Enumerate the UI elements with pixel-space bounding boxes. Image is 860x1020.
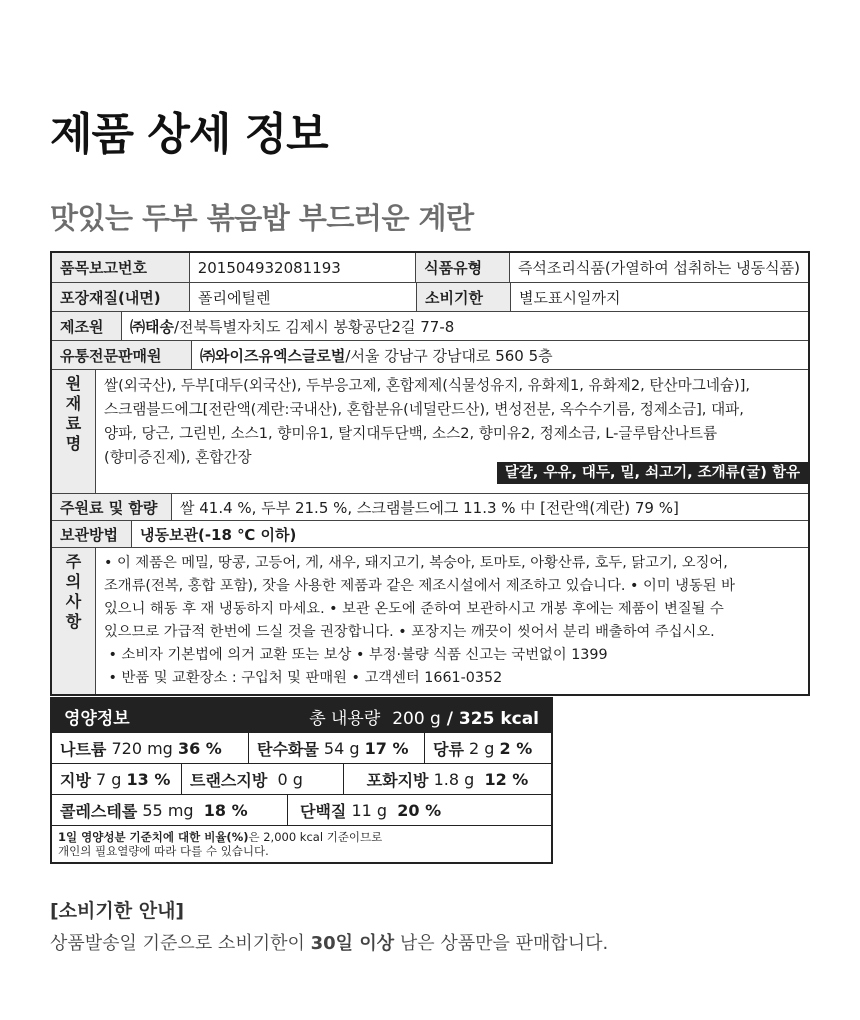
food-type-label: 식품유형 — [416, 253, 510, 282]
maker-label: 제조원 — [52, 312, 122, 340]
note-line2: 개인의 필요열량에 따라 다를 수 있습니다. — [58, 844, 269, 858]
caution-value — [96, 548, 808, 694]
sugar-amount: 2 g — [469, 738, 495, 758]
ingredients-label-char: 재 — [65, 394, 82, 413]
notice-text-before: 상품발송일 기준으로 소비기한이 — [50, 933, 311, 954]
nutrition-header — [52, 699, 551, 733]
sugar-label: 당류 — [433, 739, 464, 759]
protein-cell — [288, 795, 551, 825]
caution-label-char: 의 — [65, 572, 82, 591]
cholesterol-amount: 55 mg — [142, 800, 194, 820]
seller-address: /서울 강남구 강남대로 560 5층 — [345, 346, 553, 365]
maker-name: ㈜태송 — [130, 317, 174, 336]
caution-label — [52, 548, 96, 694]
food-type-value: 즉석조리식품(가열하여 섭취하는 냉동식품) — [517, 259, 800, 277]
caution-line: • 반품 및 교환장소 : 구입처 및 판매원 • 고객센터 1661-0352 — [104, 670, 503, 686]
fat-pct: 13 % — [126, 769, 171, 789]
ingredients-label-char: 원 — [65, 374, 82, 393]
fat-label: 지방 — [60, 770, 91, 790]
caution-line: 있으니 해동 후 재 냉동하지 마세요. • 보관 온도에 준하여 보관하시고 개봉 후에는 제품이 변질될 수 — [104, 601, 724, 617]
info-row-report — [52, 253, 808, 283]
sugar-cell — [425, 733, 551, 763]
trans-fat-amount: 0 g — [277, 769, 303, 789]
sodium-pct: 36 % — [177, 738, 222, 758]
allergen-badge: 달걀, 우유, 대두, 밀, 쇠고기, 조개류(굴) 함유 — [497, 462, 808, 484]
trans-fat-cell — [182, 764, 344, 794]
sugar-pct: 2 % — [499, 738, 533, 758]
expiry-value: 별도표시일까지 — [519, 288, 621, 307]
caution-label-char: 항 — [65, 612, 82, 631]
info-row-main-ingredients — [52, 494, 808, 521]
nutrition-total — [309, 704, 539, 729]
report-no-label: 품목보고번호 — [52, 253, 190, 282]
notice-text-after: 남은 상품만을 판매합니다. — [394, 933, 609, 954]
carb-label: 탄수화물 — [257, 739, 319, 759]
seller-value — [192, 341, 808, 369]
nutrition-facts-table — [50, 697, 553, 864]
expiry-notice-title: [소비기한 안내] — [50, 900, 185, 922]
ingredients-label-char: 료 — [65, 414, 82, 433]
info-row-maker — [52, 312, 808, 341]
info-row-packaging — [52, 283, 808, 312]
caution-line: • 소비자 기본법에 의거 교환 또는 보상 • 부정·불량 식품 신고는 국번없이 1399 — [104, 647, 608, 663]
info-row-caution — [52, 548, 808, 694]
nutrition-row — [52, 733, 551, 764]
protein-amount: 11 g — [351, 800, 388, 820]
packaging-value: 폴리에틸렌 — [190, 283, 417, 311]
product-name: 맛있는 두부 볶음밥 부드러운 계란 — [50, 201, 474, 235]
cholesterol-cell — [52, 795, 288, 825]
maker-value — [122, 312, 808, 340]
packaging-label: 포장재질(내면) — [52, 283, 190, 311]
sat-fat-cell — [344, 764, 551, 794]
total-amount: 200 g — [392, 708, 441, 729]
note-rest: 은 2,000 kcal 기준이므로 — [248, 830, 383, 844]
sodium-amount: 720 mg — [111, 738, 173, 758]
caution-line: 있으므로 가급적 한번에 드실 것을 권장합니다. • 포장지는 깨끗이 씻어서 분리 배출하여 주십시오. — [104, 624, 715, 640]
ingredients-label-char: 명 — [65, 434, 82, 453]
nutrition-row — [52, 764, 551, 795]
total-label: 총 내용량 — [309, 708, 381, 729]
sodium-label: 나트륨 — [60, 739, 107, 759]
trans-fat-label: 트랜스지방 — [190, 770, 268, 790]
sodium-cell — [52, 733, 249, 763]
fat-cell — [52, 764, 182, 794]
total-kcal: / 325 kcal — [446, 708, 539, 729]
info-row-storage — [52, 521, 808, 548]
notice-text-bold: 30일 이상 — [310, 933, 395, 954]
sat-fat-amount: 1.8 g — [433, 769, 475, 789]
storage-label: 보관방법 — [52, 521, 132, 547]
ingredients-line: 양파, 당근, 그린빈, 소스1, 향미유1, 탈지대두단백, 소스2, 향미유2, 정제소금, L-글루탐산나트륨 — [104, 425, 718, 442]
info-row-seller — [52, 341, 808, 370]
nutrition-note — [52, 826, 551, 862]
product-info-table — [50, 251, 810, 696]
ingredients-label — [52, 370, 96, 493]
expiry-label: 소비기한 — [417, 283, 511, 311]
caution-label-char: 사 — [65, 592, 82, 611]
sat-fat-label: 포화지방 — [366, 770, 429, 790]
caution-line: 조개류(전복, 홍합 포함), 잣을 사용한 제품과 같은 제조시설에서 제조하고 있습니다. • 이미 냉동된 바 — [104, 578, 735, 594]
carb-pct: 17 % — [364, 738, 409, 758]
sat-fat-pct: 12 % — [484, 769, 529, 789]
cholesterol-pct: 18 % — [203, 800, 248, 820]
nutrition-row — [52, 795, 551, 826]
seller-name: ㈜와이즈유엑스글로벌 — [200, 346, 346, 365]
info-row-ingredients — [52, 370, 808, 494]
carb-amount: 54 g — [323, 738, 360, 758]
cholesterol-label: 콜레스테롤 — [60, 801, 138, 821]
ingredients-line: (향미증진제), 혼합간장 — [104, 449, 252, 466]
note-bold: 1일 영양성분 기준치에 대한 비율(%) — [58, 830, 249, 844]
ingredients-value — [96, 370, 808, 493]
ingredients-line: 쌀(외국산), 두부[대두(외국산), 두부응고제, 혼합제제(식물성유지, 유화제1, 유화제2, 탄산마그네슘)], — [104, 377, 751, 394]
ingredients-line: 스크램블드에그[전란액(계란:국내산), 혼합분유(네덜란드산), 변성전분, 옥수수기름, 정제소금], 대파, — [104, 401, 744, 418]
maker-address: /전북특별자치도 김제시 봉황공단2길 77-8 — [173, 317, 455, 336]
storage-value: 냉동보관(-18 ℃ 이하) — [140, 525, 297, 544]
protein-pct: 20 % — [397, 800, 442, 820]
report-no-value: 201504932081193 — [190, 253, 416, 282]
page-title: 제품 상세 정보 — [50, 109, 328, 160]
caution-label-char: 주 — [65, 552, 82, 571]
protein-label: 단백질 — [300, 801, 347, 821]
main-ingredients-label: 주원료 및 함량 — [52, 494, 172, 520]
caution-line: • 이 제품은 메밀, 땅콩, 고등어, 게, 새우, 돼지고기, 복숭아, 토마토, 아황산류, 호두, 닭고기, 오징어, — [104, 555, 728, 571]
nutrition-title: 영양정보 — [64, 708, 130, 729]
seller-label: 유통전문판매원 — [52, 341, 192, 369]
expiry-notice-text — [50, 929, 608, 955]
main-ingredients-value: 쌀 41.4 %, 두부 21.5 %, 스크램블드에그 11.3 % 中 [전란액(계란) 79 %] — [180, 498, 679, 517]
carb-cell — [249, 733, 425, 763]
fat-amount: 7 g — [96, 769, 122, 789]
